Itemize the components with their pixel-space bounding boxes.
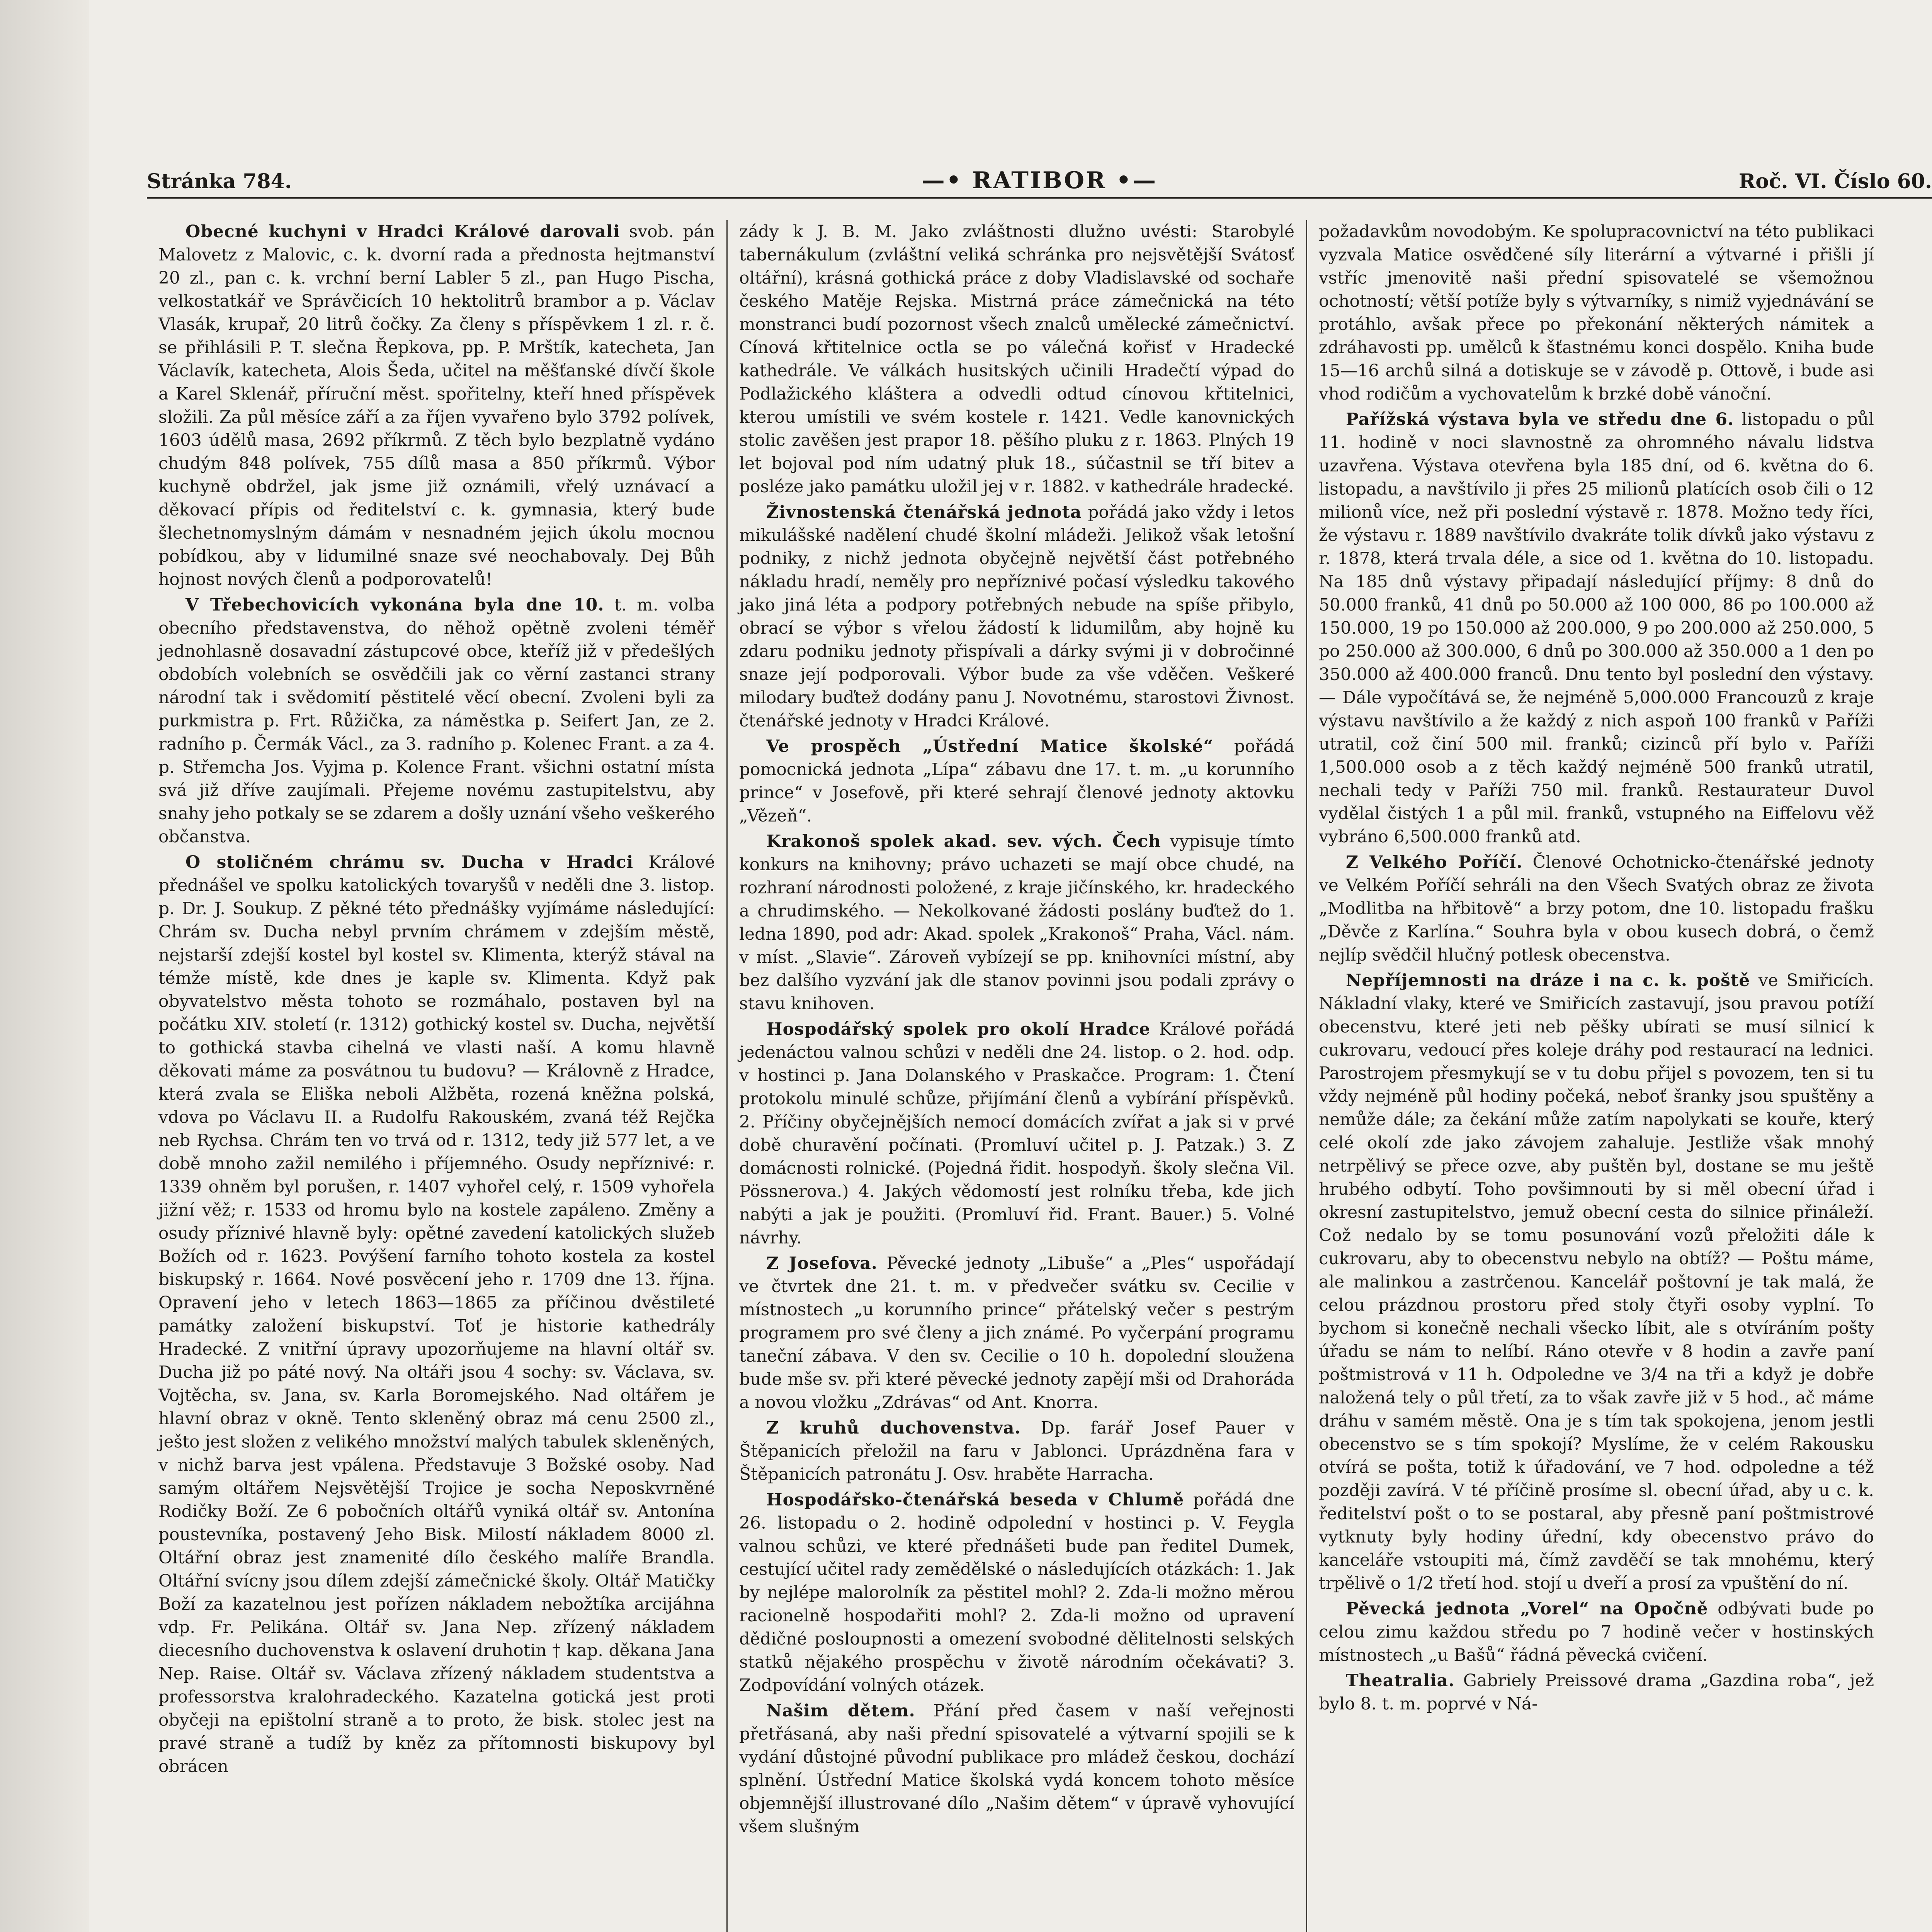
- article-paragraph: [739, 735, 1294, 828]
- article-body: pořádá dne 26. listopadu o 2. hodině odpolední v hostinci p. V. Feygla valnou schůzi, ve které přednášeti bude pan ředitel Dumek, cestující učitel rady zemědělské o následujících otázkách: 1. Jak by nejlépe malorolník za pěstitel mohl? 2. Zda-li možno měrou racionelně hospodařiti mohl? 2. Zda-li možno od upravení dědičné posloupnosti a omezení svobodné dělitelnosti selských statků nějakého prospěchu v životě národním očekávati? 3. Zodpovídání volných otázek.: [739, 1490, 1294, 1695]
- column-1: [147, 220, 726, 1932]
- article-heading: Theatralia.: [1346, 1671, 1455, 1690]
- article-paragraph: [739, 830, 1294, 1015]
- article-paragraph: [1319, 220, 1874, 406]
- article-heading: O stoličném chrámu sv. Ducha v Hradci: [185, 852, 634, 872]
- page-number: Stránka 784.: [147, 170, 292, 193]
- article-body: Členové Ochotnicko-čtenářské jednoty ve Velkém Poříčí sehráli na den Všech Svatých obraz ze života „Modlitba na hřbitově“ a brzy potom, dne 10. listopadu frašku „Děvče z Karlína.“ Souhra byla v obou kusech dobrá, o čemž nejlíp svědčil hlučný potlesk obecenstva.: [1319, 852, 1874, 965]
- article-paragraph: [158, 220, 715, 591]
- article-body: Gabriely Preissové drama „Gazdina roba“, jež bylo 8. t. m. poprvé v Ná-: [1319, 1671, 1874, 1714]
- article-body: pořádá pomocnická jednota „Lípa“ zábavu dne 17. t. m. „u korunního prince“ v Josefově, při které sehrají členové jednoty aktovku „Vězeň“.: [739, 736, 1294, 826]
- article-heading: V Třebechovicích vykonána byla dne 10.: [185, 595, 604, 615]
- article-paragraph: [1319, 1669, 1874, 1716]
- issue-number: Roč. VI. Číslo 60.: [1738, 170, 1932, 193]
- article-body: ve Smiřicích. Nákladní vlaky, které ve Smiřicích zastavují, jsou pravou potíží obecenstvu, které jeti neb pěšky ubírati se musí silnicí k cukrovaru, vedoucí přes koleje dráhy pod restaurací na lednici. Parostrojem přesmykují se v tu dobu přijel s povozem, ten si tu vždy nejméně půl hodiny počeká, neboť šranky jsou spuštěny a nemůže dále; za čekání může zatím napolykati se kouře, který celé okolí zde jako závojem zahaluje. Jestliže však mnohý netrpělivý se přece ozve, aby puštěn byl, dostane se mu ještě hrubého odbytí. Toho povšimnouti by si měl obecní úřad i okresní zastupitelstvo, jemuž obecní cesta do silnice přináleží. Což nedalo by se tomu posunování vozů přeložiti dále k cukrovaru, aby to obecenstvu nebylo na obtíž? — Poštu máme, ale malinkou a zastrčenou. Kancelář poštovní je tak malá, že celou prázdnou prostoru před stoly čtyři osoby vyplní. To bychom si konečně nechali všecko líbit, ale s otvíráním pošty úřadu se nám to nelíbí. Ráno otevře v 8 hodin a zavře paní poštmistrová v 11 h. Odpoledne ve 3/4 na tři a když je dobře naložená tely o půl třetí, za to však zavře již v 5 hod., ač máme dráhu v samém městě. Ona je s tím tak spokojena, jenom jestli obecenstvo se s tím spokojí? Myslíme, že v celém Rakousku otvírá se pošta, totiž k úřadování, ve 7 hod. odpoledne a též později zavírá. V té příčině prosíme sl. obecní úřad, aby u c. k. ředitelství pošt o to se postaral, aby přesně paní poštmistrové vytknuty byly hodiny úřední, kdy obecenstvo právo do kanceláře vstoupiti má, čímž zavděčí se tak mnohému, který trpělivě o 1/2 třetí hod. stojí u dveří a prosí za vpuštění do ní.: [1319, 971, 1874, 1593]
- article-paragraph: [158, 594, 715, 849]
- article-body: požadavkům novodobým. Ke spolupracovnictví na této publikaci vyzvala Matice osvědčené síly literární a výtvarné i přišli jí vstříc jmenovitě naši přední spisovatelé se všemožnou ochotností; větší potíže byly s výtvarníky, s nimiž vyjednávání se protáhlo, avšak přece po překonání některých námitek a zdráhavosti pp. umělců k šťastnému konci dospělo. Kniha bude 15—16 archů silná a dotiskuje se v závodě p. Ottově, i bude asi vhod rodičům a vychovatelům k brzké době vánoční.: [1319, 222, 1874, 404]
- masthead-title: —• RATIBOR •—: [921, 167, 1158, 194]
- scan-margin: [0, 0, 89, 1932]
- article-body: t. m. volba obecního představenstva, do něhož opětně zvoleni téměř jednohlasně dosavadní zástupcové obce, kteříž již v předešlých obdobích volebních se osvědčili jak co věrní zastanci strany národní tak i svědomití pěstitelé věcí obecní. Zvoleni byli za purkmistra p. Frt. Růžička, za náměstka p. Seifert Jan, ze 2. radního p. Čermák Václ., za 3. radního p. Kolenec Frant. a za 4. p. Střemcha Jos. Vyjma p. Kolence Frant. všichni ostatní místa svá již dříve zaujímali. Přejeme novému zastupitelstvu, aby snahy jeho potkaly se se zdarem a došly uznání všeho veškerého občanstva.: [158, 595, 715, 847]
- article-body: pořádá jako vždy i letos mikulášské nadělení chudé školní mládeži. Jelikož však letošní podniky, z nichž jednota obyčejně největší část potřebného nákladu hradí, neměly pro nepříznivé počasí výsledku takového jako jiná léta a podpory potřebných nebude na spíše přibylo, obrací se výbor s vřelou žádostí k lidumilům, aby hojně ku zdaru podniku jednoty přispívali a dárky svými ji v dobročinné snaze její podporovali. Výbor bude za vše vděčen. Veškeré milodary buďtež dodány panu J. Novotnému, starostovi Živnost. čtenářské jednoty v Hradci Králové.: [739, 502, 1294, 731]
- article-heading: Hospodářský spolek pro okolí Hradce: [766, 1019, 1151, 1039]
- newspaper-page: [147, 147, 1932, 1932]
- article-body: vypisuje tímto konkurs na knihovny; právo uchazeti se mají obce chudé, na rozhraní národnosti položené, z kraje jičínského, kr. hradeckého a chrudimského. — Nekolkované žádosti poslány buďtež do 1. ledna 1890, pod adr: Akad. spolek „Krakonoš“ Praha, Václ. nám. v míst. „Slavie“. Zároveň vybízejí se pp. knihovníci místní, aby bez dalšího vyzvání jak dle stanov povinni jsou podali zprávy o stavu knihoven.: [739, 832, 1294, 1014]
- running-head: [147, 147, 1932, 199]
- article-paragraph: [158, 851, 715, 1778]
- article-paragraph: [739, 501, 1294, 733]
- article-body: zády k J. B. M. Jako zvláštnosti dlužno uvésti: Starobylé tabernákulum (zvláštní veliká schránka pro nejsvětější Svátosť oltářní), krásná gothická práce z doby Vladislavské od sochaře českého Matěje Rejska. Mistrná práce zámečnická na této monstranci budí pozornost všech znalců umělecké zámečnictví. Cínová křtitelnice octla se po válečná kořisť v Hradecké kathedrále. Ve válkách husitských učinili Hradečtí výpad do Podlažického kláštera a odvedli odtud cínovou křtitelnici, kterou umístili ve svém kostele r. 1421. Vedle kanovnických stolic zavěšen jest prapor 18. pěšího pluku z r. 1863. Plných 19 let bojoval pod ním udatný pluk 18., súčastnil se tří bitev a posléze jako památku uložil jej v r. 1882. v kathedrále hradecké.: [739, 222, 1294, 497]
- article-heading: Nepříjemnosti na dráze i na c. k. poště: [1346, 971, 1750, 990]
- article-heading: Ve prospěch „Ústřední Matice školské“: [766, 736, 1214, 756]
- column-2: [726, 220, 1306, 1932]
- article-paragraph: [1319, 969, 1874, 1595]
- article-paragraph: [1319, 851, 1874, 967]
- article-heading: Krakonoš spolek akad. sev. vých. Čech: [766, 832, 1161, 851]
- article-body: Králové pořádá jedenáctou valnou schůzi v neděli dne 24. listop. o 2. hod. odp. v hostinci p. Jana Dolanského v Praskačce. Program: 1. Čtení protokolu minulé schůze, přijímání členů a vybírání příspěvků. 2. Příčiny obyčejnějších nemocí domácích zvířat a jak si v prvé době churavění počínati. (Promluví učitel p. J. Patzak.) 3. Z domácnosti rolnické. (Pojedná řidit. hospodyň. školy slečna Vil. Pössnerova.) 4. Jakých vědomostí jest rolníku třeba, kde jich nabýti a jak je použiti. (Promluví řid. Frant. Bauer.) 5. Volné návrhy.: [739, 1019, 1294, 1248]
- article-heading: Hospodářsko-čtenářská beseda v Chlumě: [766, 1490, 1184, 1510]
- column-3: [1306, 220, 1886, 1932]
- article-heading: Našim dětem.: [766, 1701, 915, 1721]
- article-heading: Z kruhů duchovenstva.: [766, 1418, 1021, 1438]
- article-heading: Živnostenská čtenářská jednota: [766, 502, 1082, 522]
- article-heading: Obecné kuchyni v Hradci Králové darovali: [185, 222, 620, 242]
- article-body: Pěvecké jednoty „Libuše“ a „Ples“ uspořádají ve čtvrtek dne 21. t. m. v předvečer svátku sv. Cecilie v místnostech „u korunního prince“ přátelský večer s pestrým programem pro své členy a jich známé. Po vyčerpání programu taneční zábava. V den sv. Cecilie o 10 h. dopolední sloužena bude mše sv. při které pěvecké jednoty zapějí mši od Drahoráda a novou vložku „Zdrávas“ od Ant. Knorra.: [739, 1253, 1294, 1412]
- article-paragraph: [1319, 408, 1874, 849]
- article-paragraph: [739, 1488, 1294, 1697]
- article-heading: Pěvecká jednota „Vorel“ na Opočně: [1346, 1599, 1708, 1619]
- article-body: listopadu o půl 11. hodině v noci slavnostně za ohromného návalu lidstva uzavřena. Výstava otevřena byla 185 dní, od 6. května do 6. listopadu, a navštívilo ji přes 25 milionů platících osob čili o 12 milionů více, než při poslední výstavě r. 1878. Možno tedy říci, že výstavu r. 1889 navštívilo dvakráte tolik dívků jako výstavu z r. 1878, která trvala déle, a sice od 1. května do 10. listopadu. Na 185 dnů výstavy připadají následující příjmy: 8 dnů do 50.000 franků, 41 dnů po 50.000 až 100 000, 86 po 100.000 až 150.000, 19 po 150.000 až 200.000, 9 po 200.000 až 250.000, 5 po 250.000 až 300.000, 6 dnů po 300.000 až 350.000 a 1 den po 350.000 až 400.000 franců. Dnu tento byl poslední den výstavy. — Dále vypočítává se, že nejméně 5,000.000 Francouzů z kraje výstavu navštívilo a že každý z nich aspoň 100 franků v Paříži utratil, což činí 500 mil. franků; cizinců pří bylo v. Paříži 1,500.000 osob a z těch každý nejméně 500 franků utratil, nechali tedy v Paříži 750 mil. franků. Restaurateur Duvol vydělal čistých 1 a půl mil. franků, vstupného na Eiffelovu věž vybráno 6,500.000 franků atd.: [1319, 410, 1874, 847]
- article-heading: Z Velkého Poříčí.: [1346, 852, 1523, 872]
- masthead-text: RATIBOR: [972, 167, 1107, 194]
- article-heading: Pařížská výstava byla ve středu dne 6.: [1346, 410, 1734, 429]
- article-body: Přání před časem v naší veřejnosti přetřásaná, aby naši přední spisovatelé a výtvarní spojili se k vydání důstojné původní publikace pro mládež českou, dochází splnění. Ústřední Matice školská vydá koncem tohoto měsíce objemnější illustrované dílo „Našim dětem“ v úpravě vyhovující všem slušným: [739, 1701, 1294, 1837]
- article-columns: [147, 220, 1932, 1932]
- article-paragraph: [739, 1417, 1294, 1486]
- article-paragraph: [739, 220, 1294, 498]
- article-body: odbývati bude po celou zimu každou středu po 7 hodině večer v hostinských místnostech „u Bašů“ řádná pěvecká cvičení.: [1319, 1599, 1874, 1665]
- article-body: Králové přednášel ve spolku katolických tovaryšů v neděli dne 3. listop. p. Dr. J. Soukup. Z pěkné této přednášky vyjímáme následující: Chrám sv. Ducha nebyl prvním chrámem v zdejším městě, nejstarší zdejší kostel byl kostel sv. Klimenta, kterýž stával na témže místě, kde dnes je kaple sv. Klimenta. Když pak obyvatelstvo města tohoto se rozmáhalo, postaven byl na počátku XIV. století (r. 1312) gothický kostel sv. Ducha, největší to gothická stavba cihelná ve vlasti naší. A komu hlavně děkovati máme za posvátnou tu budovu? — Královně z Hradce, která zvala se Eliška neboli Alžběta, rozená kněžna polská, vdova po Václavu II. a Rudolfu Rakouském, zvaná též Rejčka neb Rychsa. Chrám ten vo trvá od r. 1312, tedy již 577 let, a ve době mnoho zažil nemilého i příjemného. Osudy nepříznivé: r. 1339 ohněm byl porušen, r. 1407 vyhořel celý, r. 1509 vyhořela jižní věž; r. 1533 od hromu bylo na kostele zapáleno. Změny a osudy příznivé hlavně byly: opětné zavedení katolických služeb Božích od r. 1623. Povýšení farního tohoto kostela za kostel biskupský r. 1664. Nové posvěcení jeho r. 1709 dne 13. října. Opravení jeho v letech 1863—1865 za příčinou dvěstileté památky založení biskupství. Toť je historie kathedrály Hradecké. Z vnitřní úpravy upozorňujeme na hlavní oltář sv. Ducha již po páté nový. Na oltáři jsou 4 sochy: sv. Václava, sv. Vojtěcha, sv. Jana, sv. Karla Boromejského. Nad oltářem je hlavní obraz v okně. Tento skleněný obraz má cenu 2500 zl., ješto jest složen z velikého množství malých tabulek skleněných, v nichž barva jest vpálena. Představuje 3 Božské osoby. Nad samým oltářem Nejsvětější Trojice je socha Neposkvrněné Rodičky Boží. Ze 6 pobočních oltářů vyniká oltář sv. Antonína poustevníka, postavený Jeho Bisk. Milostí nákladem 8000 zl. Oltářní obraz jest znamenité dílo českého malíře Brandla. Oltářní svícny jsou dílem zdejší zámečnické školy. Oltář Matičky Boží za kazatelnou jest pořízen nákladem nebožtíka arcijáhna vdp. Fr. Pelikána. Oltář sv. Jana Nep. zřízený nákladem diecesního duchovenstva k oslavení druhotin † kap. děkana Jana Nep. Raise. Oltář sv. Václava zřízený nákladem studentstva a professorstva kralohradeckého. Kazatelna gotická jest proti obyčeji na epištolní straně a to proto, že bisk. stolec jest na pravé straně a tudíž by kněz za přítomnosti biskupovy byl obrácen: [158, 852, 715, 1776]
- article-body: Dp. farář Josef Pauer v Štěpanicích přeložil na faru v Jablonci. Uprázdněna fara v Štěpanicích patronátu J. Osv. hraběte Harracha.: [739, 1418, 1295, 1484]
- article-paragraph: [739, 1699, 1294, 1838]
- article-paragraph: [1319, 1597, 1874, 1667]
- article-body: svob. pán Malovetz z Malovic, c. k. dvorní rada a přednosta hejtmanství 20 zl., pan c. k. vrchní berní Labler 5 zl., pan Hugo Pischa, velkostatkář ve Správčicích 10 hektolitrů brambor a p. Václav Vlasák, krupař, 20 litrů čočky. Za členy s příspěvkem 1 zl. r. č. se přihlásili P. T. slečna Řepkova, pp. P. Mrštík, katecheta, Jan Václavík, katecheta, Alois Šeda, učitel na měšťanské dívčí škole a Karel Sklenář, příruční měst. spořitelny, kteří hned příspěvek složili. Za půl měsíce září a za říjen vyvařeno bylo 3792 polívek, 1603 údělů masa, 2692 příkrmů. Z těch bylo bezplatně vydáno chudým 848 polívek, 755 dílů masa a 850 příkrmů. Výbor kuchyně obdržel, jak jsme již oznámili, vřelý uznávací a děkovací přípis od ředitelství c. k. gymnasia, který bude šlechetnomyslným dámám v nesnadném jejich úkolu mocnou pobídkou, aby v lidumilné snaze své neochabovaly. Dej Bůh hojnost nových členů a podporovatelů!: [158, 222, 715, 589]
- article-paragraph: [739, 1018, 1294, 1250]
- article-heading: Z Josefova.: [766, 1253, 878, 1273]
- article-paragraph: [739, 1252, 1294, 1414]
